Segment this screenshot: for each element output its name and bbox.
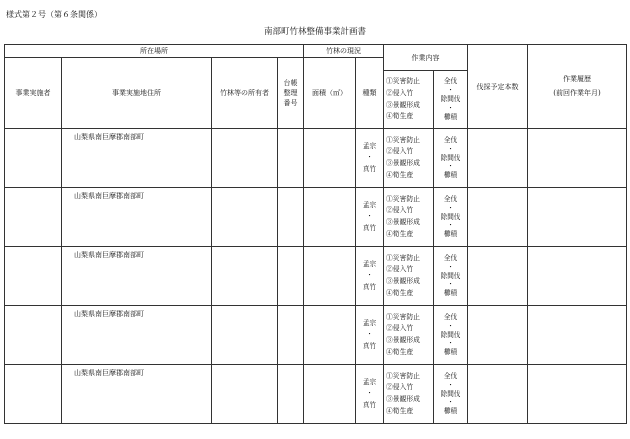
- purpose-cell[interactable]: ①災害防止 ②侵入竹 ③景観形成 ④筍生産: [384, 129, 434, 188]
- species-cell[interactable]: 孟宗 ・ 真竹: [356, 129, 384, 188]
- purpose-cell[interactable]: ①災害防止 ②侵入竹 ③景観形成 ④筍生産: [384, 365, 434, 424]
- planned-cut-cell[interactable]: [468, 188, 528, 247]
- method-cell[interactable]: 全伐 ・ 除間伐 ・ 櫛積: [434, 188, 468, 247]
- work-history-cell[interactable]: [528, 188, 627, 247]
- species-cell[interactable]: 孟宗 ・ 真竹: [356, 365, 384, 424]
- location-group-header: 所在場所: [5, 45, 304, 58]
- species-cell[interactable]: 孟宗 ・ 真竹: [356, 188, 384, 247]
- implementer-cell[interactable]: [5, 306, 62, 365]
- plan-table: [4, 44, 627, 424]
- work-history-header: 作業履歴 (前回作業年月): [528, 45, 627, 129]
- method-cell[interactable]: 全伐 ・ 除間伐 ・ 櫛積: [434, 306, 468, 365]
- work-history-cell[interactable]: [528, 247, 627, 306]
- planned-cut-cell[interactable]: [468, 306, 528, 365]
- planned-cut-cell[interactable]: [468, 129, 528, 188]
- implementer-header: 事業実施者: [5, 58, 62, 129]
- planned-cut-cell[interactable]: [468, 247, 528, 306]
- area-header: 面積（㎡）: [304, 58, 356, 129]
- site-address-header: 事業実施地住所: [62, 58, 212, 129]
- area-cell[interactable]: [304, 129, 356, 188]
- address-cell[interactable]: 山梨県南巨摩郡南部町: [62, 129, 212, 188]
- area-cell[interactable]: [304, 247, 356, 306]
- address-cell[interactable]: 山梨県南巨摩郡南部町: [62, 306, 212, 365]
- owner-cell[interactable]: [212, 365, 278, 424]
- area-cell[interactable]: [304, 306, 356, 365]
- owner-header: 竹林等の所有者: [212, 58, 278, 129]
- header-methods-cell: 全伐 ・ 除間伐 ・ 櫛積: [434, 71, 468, 129]
- ledger-cell[interactable]: [278, 247, 304, 306]
- address-cell[interactable]: 山梨県南巨摩郡南部町: [62, 247, 212, 306]
- area-cell[interactable]: [304, 365, 356, 424]
- work-history-cell[interactable]: [528, 129, 627, 188]
- purpose-cell[interactable]: ①災害防止 ②侵入竹 ③景観形成 ④筍生産: [384, 247, 434, 306]
- ledger-cell[interactable]: [278, 188, 304, 247]
- owner-cell[interactable]: [212, 129, 278, 188]
- document-title: 南部町竹林整備事業計画書: [263, 27, 366, 37]
- owner-cell[interactable]: [212, 247, 278, 306]
- owner-cell[interactable]: [212, 188, 278, 247]
- address-cell[interactable]: 山梨県南巨摩郡南部町: [62, 365, 212, 424]
- bamboo-status-header: 竹林の現況: [304, 45, 384, 58]
- species-cell[interactable]: 孟宗 ・ 真竹: [356, 306, 384, 365]
- work-history-cell[interactable]: [528, 306, 627, 365]
- species-cell[interactable]: 孟宗 ・ 真竹: [356, 247, 384, 306]
- table-row: [5, 188, 627, 247]
- owner-cell[interactable]: [212, 306, 278, 365]
- purpose-cell[interactable]: ①災害防止 ②侵入竹 ③景観形成 ④筍生産: [384, 188, 434, 247]
- method-cell[interactable]: 全伐 ・ 除間伐 ・ 櫛積: [434, 247, 468, 306]
- form-number: 様式第２号（第６条関係）: [6, 10, 102, 19]
- planned-cut-cell[interactable]: [468, 365, 528, 424]
- address-cell[interactable]: 山梨県南巨摩郡南部町: [62, 188, 212, 247]
- table-row: [5, 306, 627, 365]
- purpose-cell[interactable]: ①災害防止 ②侵入竹 ③景観形成 ④筍生産: [384, 306, 434, 365]
- method-cell[interactable]: 全伐 ・ 除間伐 ・ 櫛積: [434, 365, 468, 424]
- area-cell[interactable]: [304, 188, 356, 247]
- implementer-cell[interactable]: [5, 129, 62, 188]
- method-cell[interactable]: 全伐 ・ 除間伐 ・ 櫛積: [434, 129, 468, 188]
- implementer-cell[interactable]: [5, 247, 62, 306]
- ledger-cell[interactable]: [278, 306, 304, 365]
- table-row: [5, 129, 627, 188]
- work-content-header: 作業内容: [384, 45, 468, 71]
- implementer-cell[interactable]: [5, 188, 62, 247]
- table-row: [5, 365, 627, 424]
- ledger-number-header: 台帳 整理 番号: [278, 58, 304, 129]
- implementer-cell[interactable]: [5, 365, 62, 424]
- planned-cut-header: 伐採予定本数: [468, 45, 528, 129]
- header-purposes-cell: ①災害防止 ②侵入竹 ③景観形成 ④筍生産: [384, 71, 434, 129]
- work-history-cell[interactable]: [528, 365, 627, 424]
- species-header: 種類: [356, 58, 384, 129]
- table-row: [5, 247, 627, 306]
- ledger-cell[interactable]: [278, 129, 304, 188]
- ledger-cell[interactable]: [278, 365, 304, 424]
